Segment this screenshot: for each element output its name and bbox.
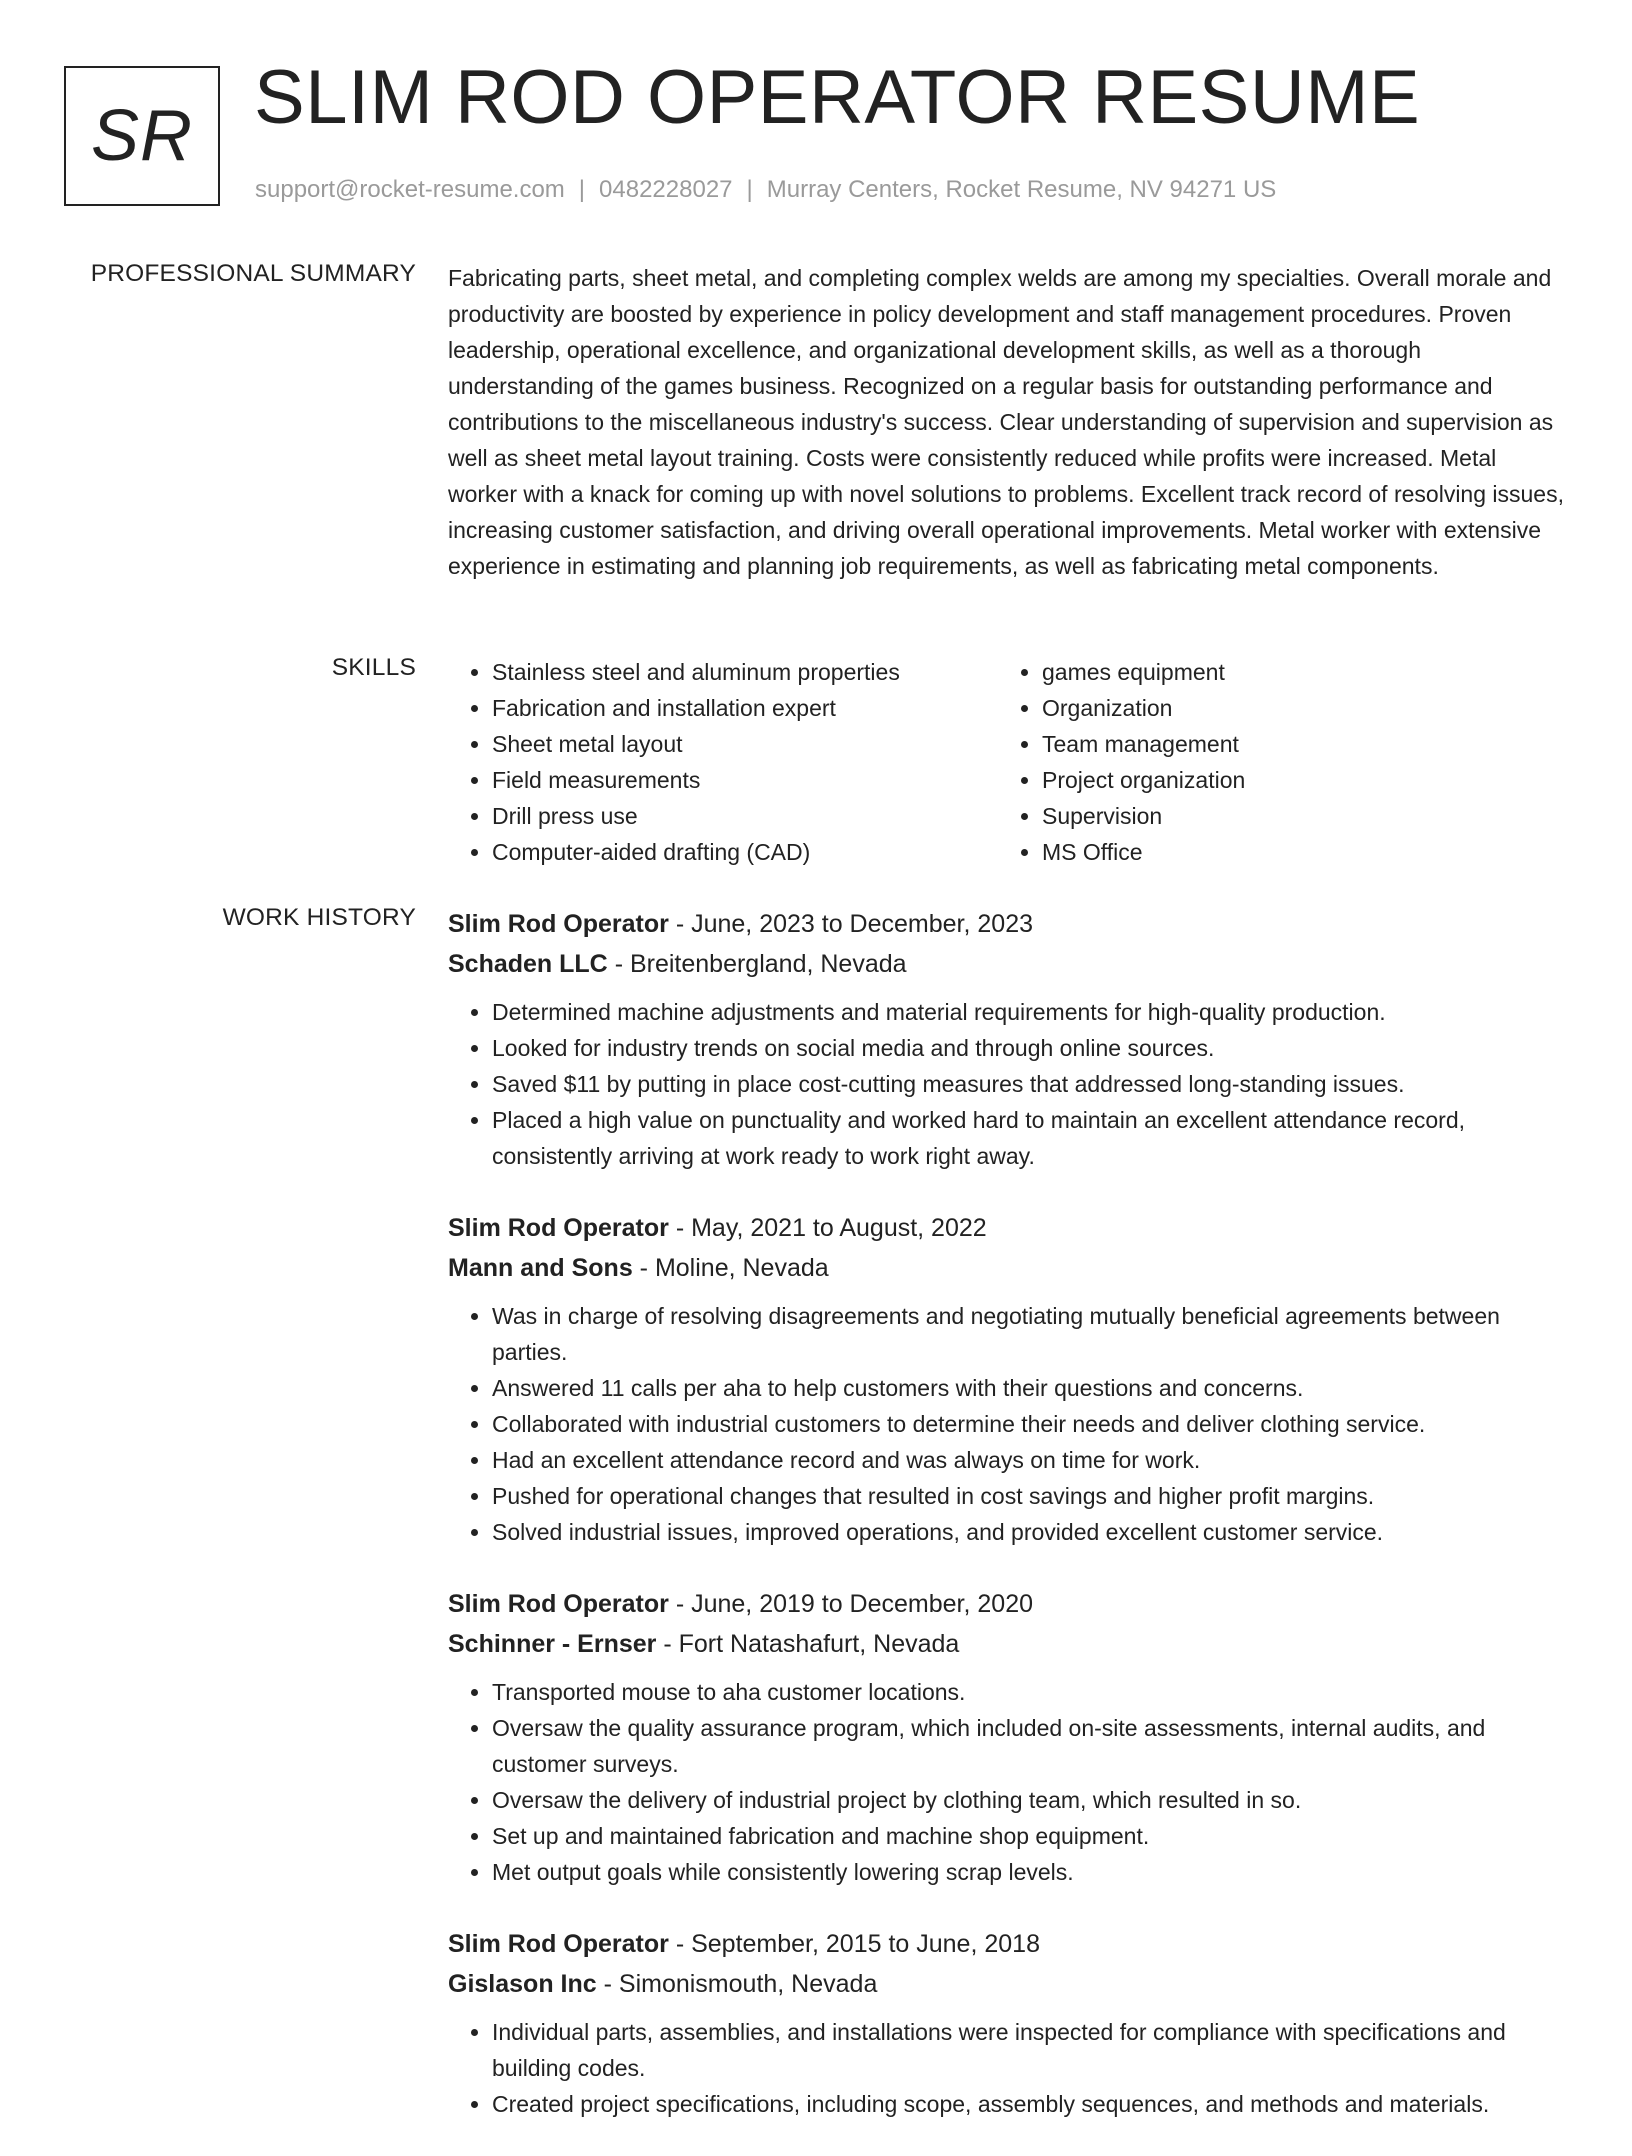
work-history-heading: WORK HISTORY bbox=[222, 904, 416, 931]
skills-list-right bbox=[998, 654, 1245, 870]
job-company-line bbox=[448, 1624, 1570, 1664]
job-entry bbox=[448, 1584, 1570, 1890]
job-title-line bbox=[448, 1584, 1570, 1624]
job-bullet: • Collaborated with industrial customers to determine their needs and deliver clothing service. bbox=[492, 1406, 1570, 1442]
job-title-line bbox=[448, 1208, 1570, 1248]
monogram-box bbox=[64, 66, 220, 206]
job-bullet: • Answered 11 calls per aha to help customers with their questions and concerns. bbox=[492, 1370, 1570, 1406]
skills-heading: SKILLS bbox=[331, 654, 416, 681]
skill-item: • Team management bbox=[1042, 726, 1245, 762]
skills-body bbox=[448, 654, 1570, 870]
job-location: - Moline, Nevada bbox=[632, 1254, 829, 1282]
job-bullets bbox=[448, 994, 1570, 1174]
skill-item: • Stainless steel and aluminum properties bbox=[492, 654, 998, 690]
skills-list-left bbox=[448, 654, 998, 870]
job-company-line bbox=[448, 1248, 1570, 1288]
job-title-line bbox=[448, 1924, 1570, 1964]
skill-item: • games equipment bbox=[1042, 654, 1245, 690]
job-bullet: • Had an excellent attendance record and was always on time for work. bbox=[492, 1442, 1570, 1478]
job-entry bbox=[448, 1924, 1570, 2122]
contact-separator: | bbox=[746, 176, 753, 203]
job-company: Schaden LLC bbox=[448, 950, 608, 978]
skill-item: • Project organization bbox=[1042, 762, 1245, 798]
job-bullet: • Met output goals while consistently lowering scrap levels. bbox=[492, 1854, 1570, 1890]
skill-item: • Computer-aided drafting (CAD) bbox=[492, 834, 998, 870]
job-bullet: • Set up and maintained fabrication and machine shop equipment. bbox=[492, 1818, 1570, 1854]
contact-separator: | bbox=[578, 176, 586, 203]
job-entry bbox=[448, 904, 1570, 1174]
resume-title: SLIM ROD OPERATOR RESUME bbox=[254, 55, 1421, 140]
skill-item: • MS Office bbox=[1042, 834, 1245, 870]
job-bullets bbox=[448, 2014, 1570, 2122]
contact-line bbox=[255, 176, 1276, 204]
job-bullet: • Looked for industry trends on social media and through online sources. bbox=[492, 1030, 1570, 1066]
skill-item: • Supervision bbox=[1042, 798, 1245, 834]
job-bullet: • Oversaw the delivery of industrial project by clothing team, which resulted in so. bbox=[492, 1782, 1570, 1818]
job-title: Slim Rod Operator bbox=[448, 1214, 669, 1242]
job-location: - Fort Natashafurt, Nevada bbox=[656, 1630, 960, 1658]
job-dates: - June, 2019 to December, 2020 bbox=[668, 1590, 1033, 1618]
job-company: Mann and Sons bbox=[448, 1254, 633, 1282]
skill-item: • Fabrication and installation expert bbox=[492, 690, 998, 726]
job-dates: - May, 2021 to August, 2022 bbox=[668, 1214, 987, 1242]
job-bullet: • Created project specifications, including scope, assembly sequences, and methods and materials. bbox=[492, 2086, 1570, 2122]
skill-item: • Drill press use bbox=[492, 798, 998, 834]
contact-email[interactable]: support@rocket-resume.com bbox=[255, 176, 565, 203]
job-title: Slim Rod Operator bbox=[448, 1930, 669, 1958]
job-bullet: • Saved $11 by putting in place cost-cutting measures that addressed long-standing issues. bbox=[492, 1066, 1570, 1102]
job-title: Slim Rod Operator bbox=[448, 910, 669, 938]
job-company: Schinner - Ernser bbox=[448, 1630, 657, 1658]
job-bullet: • Pushed for operational changes that resulted in cost savings and higher profit margins. bbox=[492, 1478, 1570, 1514]
skill-item: • Field measurements bbox=[492, 762, 998, 798]
job-dates: - September, 2015 to June, 2018 bbox=[668, 1930, 1040, 1958]
contact-address: Murray Centers, Rocket Resume, NV 94271 US bbox=[766, 176, 1277, 203]
contact-phone[interactable]: 0482228027 bbox=[599, 176, 733, 203]
job-location: - Simonismouth, Nevada bbox=[596, 1970, 878, 1998]
job-bullet: • Oversaw the quality assurance program, which included on-site assessments, internal audits, and customer surveys. bbox=[492, 1710, 1570, 1782]
job-company-line bbox=[448, 944, 1570, 984]
skills-columns bbox=[448, 654, 1570, 870]
skill-item: • Sheet metal layout bbox=[492, 726, 998, 762]
monogram-initials: SR bbox=[90, 96, 194, 176]
job-title: Slim Rod Operator bbox=[448, 1590, 669, 1618]
job-bullet: • Individual parts, assemblies, and installations were inspected for compliance with specifications and building codes. bbox=[492, 2014, 1570, 2086]
job-bullet: • Transported mouse to aha customer locations. bbox=[492, 1674, 1570, 1710]
job-location: - Breitenbergland, Nevada bbox=[607, 950, 907, 978]
job-company: Gislason Inc bbox=[448, 1970, 597, 1998]
job-bullets bbox=[448, 1674, 1570, 1890]
job-title-line bbox=[448, 904, 1570, 944]
job-bullet: • Solved industrial issues, improved operations, and provided excellent customer service. bbox=[492, 1514, 1570, 1550]
job-entry bbox=[448, 1208, 1570, 1550]
summary-text: Fabricating parts, sheet metal, and completing complex welds are among my specialties. Overall morale and productivity are boosted by experience in policy development and staff management procedures. Proven leadership, operational excellence, and organizational development skills, as well as a thorough understanding of the games business. Recognized on a regular basis for outstanding performance and contributions to the miscellaneous industry's success. Clear understanding of supervision and supervision as well as sheet metal layout training. Costs were consistently reduced while profits were increased. Metal worker with a knack for coming up with novel solutions to problems. Excellent track record of resolving issues, increasing customer satisfaction, and driving overall operational improvements. Metal worker with extensive experience in estimating and planning job requirements, as well as fabricating metal components. bbox=[448, 265, 1564, 579]
job-dates: - June, 2023 to December, 2023 bbox=[668, 910, 1033, 938]
job-bullet: • Determined machine adjustments and material requirements for high-quality production. bbox=[492, 994, 1570, 1030]
job-bullets bbox=[448, 1298, 1570, 1550]
skill-item: • Organization bbox=[1042, 690, 1245, 726]
summary-heading: PROFESSIONAL SUMMARY bbox=[90, 260, 416, 287]
work-history-body bbox=[448, 904, 1570, 2156]
job-bullet: • Placed a high value on punctuality and worked hard to maintain an excellent attendance record, consistently arriving at work ready to work right away. bbox=[492, 1102, 1570, 1174]
job-company-line bbox=[448, 1964, 1570, 2004]
job-bullet: • Was in charge of resolving disagreements and negotiating mutually beneficial agreements between parties. bbox=[492, 1298, 1570, 1370]
